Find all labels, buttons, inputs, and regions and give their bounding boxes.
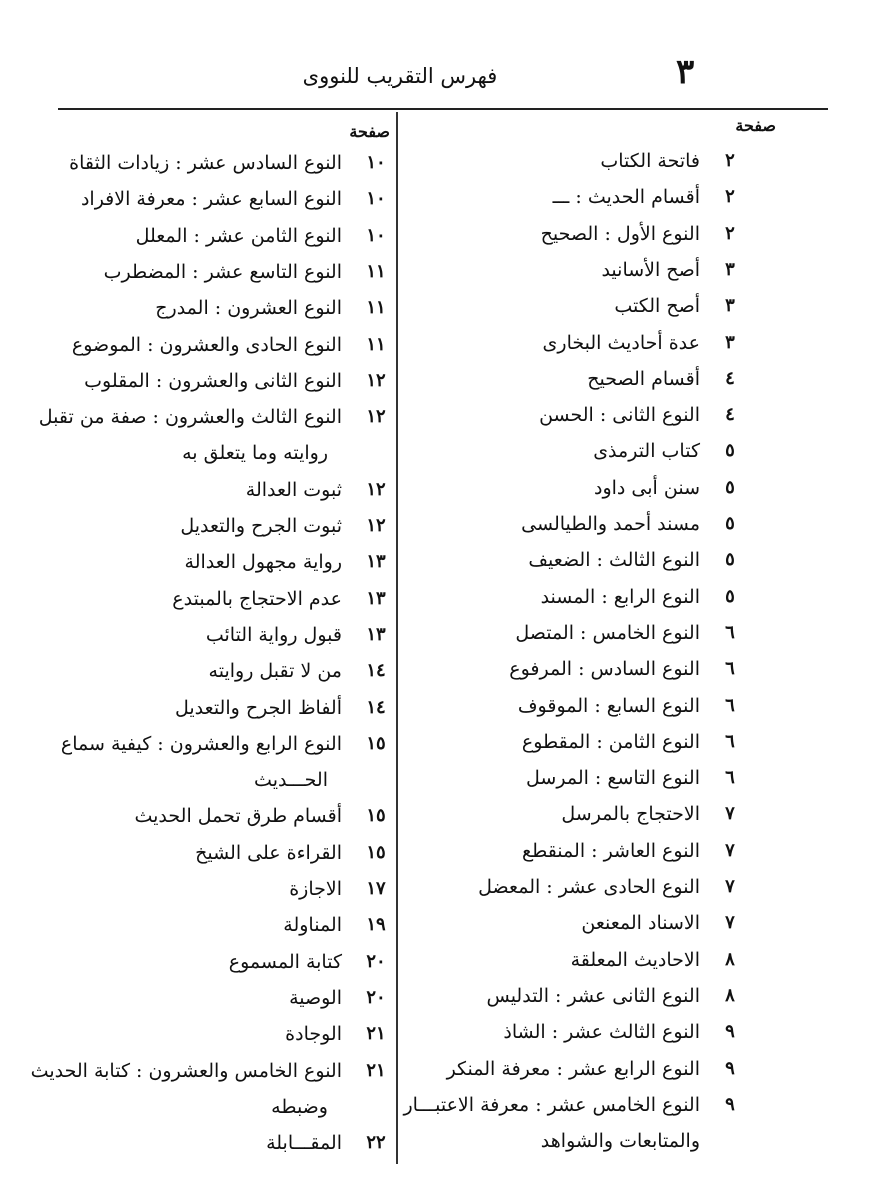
entry-title-continuation: وضبطه bbox=[271, 1095, 328, 1118]
entry-title: النوع الثامن عشر : المعلل bbox=[135, 224, 342, 247]
entry-title: ثبوت الجرح والتعديل bbox=[180, 515, 342, 537]
entry-title: النوع الثانى : الحسن bbox=[539, 404, 700, 427]
entry-page-number: ٣ bbox=[725, 295, 735, 317]
entry-title: المقـــابلة bbox=[266, 1132, 342, 1155]
entry-title: النوع الرابع : المسند bbox=[540, 585, 700, 608]
entry-title: النوع الخامس : المتصل bbox=[515, 621, 700, 644]
right-column-heading: صفحة bbox=[735, 116, 776, 135]
entry-title: سنن أبى داود bbox=[594, 476, 700, 499]
entry-title: عدة أحاديث البخارى bbox=[542, 331, 700, 354]
entry-title: النوع الحادى والعشرون : الموضوع bbox=[71, 333, 342, 356]
entry-title: أصح الأسانيد bbox=[601, 258, 700, 281]
index-entry bbox=[58, 624, 394, 660]
entry-page-number: ٢ bbox=[725, 150, 735, 171]
entry-page-number: ١٢ bbox=[366, 478, 386, 500]
entry-page-number: ٣ bbox=[725, 258, 735, 280]
index-entry bbox=[430, 404, 748, 440]
index-entry bbox=[430, 368, 748, 404]
entry-page-number: ٦ bbox=[725, 767, 735, 789]
index-entry bbox=[430, 1021, 748, 1057]
entry-title-continuation: الحـــديث bbox=[254, 769, 328, 792]
index-entry bbox=[58, 297, 394, 333]
index-entry bbox=[58, 697, 394, 733]
index-entry bbox=[430, 695, 748, 731]
entry-title: النوع الحادى عشر : المعضل bbox=[478, 876, 700, 898]
index-entry bbox=[58, 588, 394, 624]
entry-page-number: ٩ bbox=[725, 1093, 735, 1115]
entry-page-number: ٦ bbox=[725, 658, 735, 680]
entry-page-number: ٧ bbox=[725, 876, 735, 897]
entry-page-number: ١٤ bbox=[366, 660, 386, 682]
entry-title: النوع الثانى عشر : التدليس bbox=[486, 984, 700, 1007]
entry-page-number: ١٣ bbox=[366, 551, 386, 573]
entry-title: النوع الرابع والعشرون : كيفية سماع bbox=[60, 732, 342, 755]
index-entry bbox=[58, 987, 394, 1023]
entry-page-number: ٥ bbox=[725, 585, 735, 607]
entry-page-number: ٢١ bbox=[366, 1023, 386, 1045]
entry-page-number: ٥ bbox=[725, 549, 735, 571]
entry-page-number: ١٠ bbox=[366, 152, 386, 173]
entry-title: مسند أحمد والطيالسى bbox=[521, 513, 700, 535]
entry-title: النوع التاسع : المرسل bbox=[526, 767, 700, 790]
left-column-heading: صفحة bbox=[349, 122, 390, 141]
index-entry bbox=[430, 332, 748, 368]
entry-title: الاحتجاج بالمرسل bbox=[561, 803, 700, 826]
index-entry bbox=[430, 985, 748, 1021]
entry-page-number: ١٠ bbox=[366, 188, 386, 210]
entry-title: القراءة على الشيخ bbox=[195, 841, 342, 864]
index-entry bbox=[58, 1023, 394, 1059]
entry-page-number: ١٥ bbox=[366, 732, 386, 754]
entry-page-number: ٢٠ bbox=[366, 986, 386, 1008]
entry-page-number: ١٥ bbox=[366, 841, 386, 863]
entry-page-number: ٧ bbox=[725, 839, 735, 861]
entry-page-number: ١١ bbox=[366, 260, 386, 282]
index-entry bbox=[58, 805, 394, 841]
entry-title-continuation: والمتابعات والشواهد bbox=[540, 1130, 700, 1153]
entry-title: من لا تقبل روايته bbox=[208, 660, 342, 683]
entry-title: النوع الثامن : المقطوع bbox=[521, 730, 700, 753]
entry-page-number: ٢٠ bbox=[366, 950, 386, 972]
index-entry bbox=[58, 334, 394, 370]
entry-title: النوع الثالث والعشرون : صفة من تقبل bbox=[38, 406, 342, 429]
entry-page-number: ١٢ bbox=[366, 369, 386, 391]
entry-title: كتابة المسموع bbox=[228, 950, 342, 973]
index-entry bbox=[58, 878, 394, 914]
entry-page-number: ٤ bbox=[725, 367, 735, 389]
entry-title: النوع الثالث عشر : الشاذ bbox=[503, 1021, 700, 1044]
index-entry bbox=[58, 660, 394, 696]
index-entry bbox=[403, 1093, 748, 1153]
entry-title: الاسناد المعنعن bbox=[581, 912, 700, 935]
entry-title: قبول رواية التائب bbox=[205, 623, 342, 646]
entry-page-number: ١١ bbox=[366, 333, 386, 355]
entry-page-number: ١٢ bbox=[366, 406, 386, 428]
entry-page-number: ٤ bbox=[725, 404, 735, 426]
entry-title: أقسام طرق تحمل الحديث bbox=[134, 805, 342, 828]
index-entry bbox=[430, 586, 748, 622]
entry-title: النوع الثانى والعشرون : المقلوب bbox=[84, 369, 342, 392]
index-entry bbox=[430, 150, 748, 186]
entry-page-number: ٥ bbox=[725, 513, 735, 534]
index-entry bbox=[430, 295, 748, 331]
index-entry bbox=[430, 840, 748, 876]
index-entry bbox=[58, 261, 394, 297]
entry-page-number: ٥ bbox=[725, 440, 735, 462]
index-entry bbox=[430, 658, 748, 694]
index-entry bbox=[430, 803, 748, 839]
entry-title: النوع السادس : المرفوع bbox=[509, 658, 700, 681]
index-entry bbox=[58, 1132, 394, 1168]
index-entry bbox=[58, 479, 394, 515]
entry-page-number: ٨ bbox=[725, 948, 735, 970]
entry-title: المناولة bbox=[283, 914, 342, 937]
index-entry bbox=[430, 477, 748, 513]
entry-title: الاجازة bbox=[289, 878, 342, 900]
entry-page-number: ١٩ bbox=[366, 914, 386, 936]
index-entry bbox=[430, 949, 748, 985]
entry-title: النوع السادس عشر : زيادات الثقاة bbox=[69, 152, 342, 174]
entry-title: النوع التاسع عشر : المضطرب bbox=[103, 260, 342, 283]
index-entry bbox=[430, 440, 748, 476]
entry-title: رواية مجهول العدالة bbox=[184, 551, 342, 574]
header-rule bbox=[58, 108, 828, 110]
entry-title: النوع السابع : الموقوف bbox=[517, 694, 700, 717]
entry-page-number: ٢ bbox=[725, 186, 735, 208]
page-number: ٣ bbox=[676, 52, 695, 92]
entry-page-number: ١٣ bbox=[366, 587, 386, 609]
entry-page-number: ١١ bbox=[366, 297, 386, 319]
index-entry bbox=[430, 731, 748, 767]
index-entry bbox=[58, 551, 394, 587]
entry-title: النوع الخامس عشر : معرفة الاعتبـــار bbox=[403, 1093, 700, 1116]
index-entry bbox=[430, 767, 748, 803]
entry-page-number: ٢ bbox=[725, 222, 735, 244]
entry-page-number: ٥ bbox=[725, 476, 735, 498]
index-entry bbox=[58, 188, 394, 224]
index-entry bbox=[430, 186, 748, 222]
entry-title: أقسام الصحيح bbox=[587, 367, 700, 390]
index-entry bbox=[430, 912, 748, 948]
page-header-title: فهرس التقريب للنووى bbox=[302, 64, 498, 88]
entry-title: أقسام الحديث : ـــ bbox=[552, 186, 700, 209]
index-entry bbox=[430, 876, 748, 912]
entry-page-number: ٦ bbox=[725, 621, 735, 643]
entry-title: النوع الرابع عشر : معرفة المنكر bbox=[446, 1057, 700, 1080]
index-entry bbox=[430, 513, 748, 549]
entry-title: النوع الثالث : الضعيف bbox=[528, 549, 700, 572]
entry-title: الاحاديث المعلقة bbox=[570, 948, 700, 971]
entry-page-number: ١٤ bbox=[366, 696, 386, 718]
entry-title: النوع العاشر : المنقطع bbox=[522, 839, 700, 862]
index-entry bbox=[430, 549, 748, 585]
entry-page-number: ١٢ bbox=[366, 515, 386, 536]
entry-page-number: ٩ bbox=[725, 1057, 735, 1079]
column-divider bbox=[396, 112, 398, 1164]
index-entry bbox=[38, 406, 394, 465]
entry-page-number: ٧ bbox=[725, 912, 735, 934]
entry-title: فاتحة الكتاب bbox=[600, 150, 700, 172]
entry-page-number: ٢١ bbox=[366, 1059, 386, 1081]
index-entry bbox=[58, 951, 394, 987]
index-entry bbox=[58, 732, 394, 792]
entry-page-number: ٣ bbox=[725, 331, 735, 353]
entry-page-number: ٢٢ bbox=[366, 1132, 386, 1154]
index-entry bbox=[430, 1058, 748, 1094]
entry-page-number: ٩ bbox=[725, 1021, 735, 1043]
entry-title: النوع الأول : الصحيح bbox=[540, 222, 700, 245]
index-entry bbox=[58, 370, 394, 406]
index-entry bbox=[430, 223, 748, 259]
index-entry bbox=[430, 259, 748, 295]
index-entry bbox=[58, 914, 394, 950]
index-entry bbox=[58, 152, 394, 188]
entry-title-continuation: روايته وما يتعلق به bbox=[182, 442, 328, 465]
entry-title: كتاب الترمذى bbox=[593, 440, 700, 463]
entry-title: أصح الكتب bbox=[614, 295, 700, 318]
entry-page-number: ٦ bbox=[725, 694, 735, 716]
entry-title: عدم الاحتجاج بالمبتدع bbox=[172, 587, 342, 610]
index-entry bbox=[58, 842, 394, 878]
entry-page-number: ١٠ bbox=[366, 224, 386, 246]
entry-page-number: ١٣ bbox=[366, 623, 386, 645]
entry-title: الوصية bbox=[289, 986, 342, 1009]
entry-title: النوع العشرون : المدرج bbox=[155, 297, 342, 320]
index-entry bbox=[30, 1059, 394, 1118]
entry-title: ثبوت العدالة bbox=[245, 478, 342, 501]
entry-page-number: ١٥ bbox=[366, 805, 386, 827]
index-entry bbox=[58, 515, 394, 551]
index-entry bbox=[58, 225, 394, 261]
index-entry bbox=[430, 622, 748, 658]
entry-title: النوع الخامس والعشرون : كتابة الحديث bbox=[30, 1059, 342, 1082]
entry-title: النوع السابع عشر : معرفة الافراد bbox=[80, 188, 342, 211]
entry-page-number: ٧ bbox=[725, 803, 735, 825]
entry-page-number: ١٧ bbox=[366, 878, 386, 899]
entry-page-number: ٦ bbox=[725, 730, 735, 752]
entry-title: ألفاظ الجرح والتعديل bbox=[175, 696, 342, 719]
entry-page-number: ٨ bbox=[725, 984, 735, 1006]
entry-title: الوجادة bbox=[285, 1023, 342, 1046]
